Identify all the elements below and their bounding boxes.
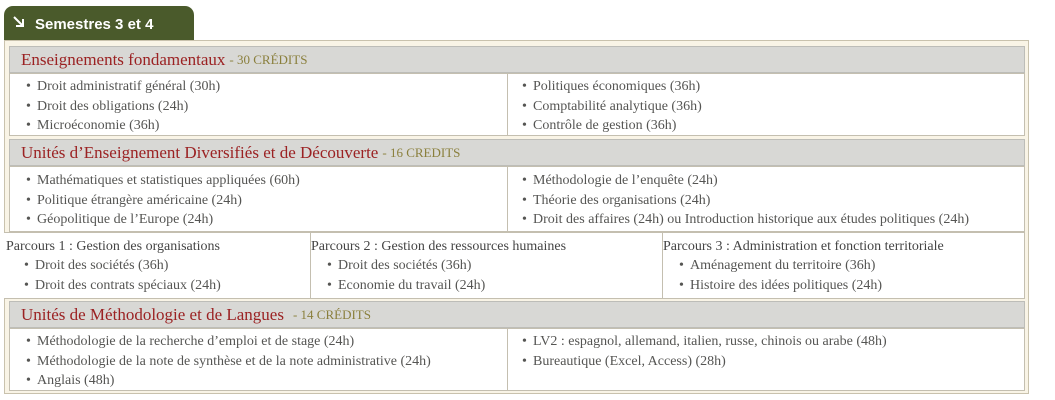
list-item: • Méthodologie de l’enquête (24h) bbox=[522, 173, 718, 188]
section-title: Unités d’Enseignement Diversifiés et de Découverte bbox=[21, 142, 379, 162]
list-item: • Histoire des idées politiques (24h) bbox=[679, 277, 883, 293]
list-item: • LV2 : espagnol, allemand, italien, russe, chinois ou arabe (48h) bbox=[522, 334, 887, 349]
section-credits: - 16 CREDITS bbox=[382, 144, 461, 160]
list-item: • Politique étrangère américaine (24h) bbox=[26, 192, 242, 208]
list-item: • Droit des contrats spéciaux (24h) bbox=[24, 277, 221, 293]
list-item: • Anglais (48h) bbox=[26, 373, 115, 388]
list-item: • Droit des sociétés (36h) bbox=[327, 258, 472, 273]
section-title: Enseignements fondamentaux bbox=[21, 49, 226, 69]
list-item: • Géopolitique de l’Europe (24h) bbox=[26, 212, 214, 227]
list-item: • Comptabilité analytique (36h) bbox=[522, 98, 702, 114]
list-item: • Bureautique (Excel, Access) (28h) bbox=[522, 353, 726, 369]
list-item: • Droit des sociétés (36h) bbox=[24, 258, 169, 273]
list-item: • Méthodologie de la note de synthèse et de la note administrative (24h) bbox=[26, 353, 431, 369]
semester-title: Semestres 3 et 4 bbox=[35, 15, 154, 33]
list-item: • Economie du travail (24h) bbox=[327, 277, 486, 293]
list-item: • Politiques économiques (36h) bbox=[522, 79, 701, 94]
course-list-left bbox=[9, 328, 508, 391]
list-item: • Mathématiques et statistiques appliquées (60h) bbox=[26, 173, 300, 188]
course-list-left bbox=[9, 73, 508, 136]
arrow-down-right-icon bbox=[12, 15, 26, 33]
list-item: • Microéconomie (36h) bbox=[26, 118, 160, 133]
list-item: • Droit des obligations (24h) bbox=[26, 98, 189, 114]
course-list-left bbox=[9, 166, 508, 232]
section-credits: - 30 CRÉDITS bbox=[229, 51, 308, 67]
parcours-1 bbox=[4, 232, 311, 299]
course-list-right bbox=[507, 73, 1025, 136]
list-item: • Contrôle de gestion (36h) bbox=[522, 118, 677, 133]
section-header-fondamentaux bbox=[9, 46, 1025, 73]
parcours-title: Parcours 2 : Gestion des ressources humaines bbox=[311, 239, 567, 254]
course-list-right bbox=[507, 328, 1025, 391]
parcours-title: Parcours 3 : Administration et fonction territoriale bbox=[663, 239, 944, 254]
section-header-diversifies bbox=[9, 139, 1025, 166]
parcours-title: Parcours 1 : Gestion des organisations bbox=[6, 239, 220, 254]
parcours-2 bbox=[310, 232, 663, 299]
list-item: • Droit administratif général (30h) bbox=[26, 79, 221, 94]
section-title: Unités de Méthodologie et de Langues bbox=[21, 304, 284, 324]
course-list-right bbox=[507, 166, 1025, 232]
list-item: • Méthodologie de la recherche d’emploi et de stage (24h) bbox=[26, 334, 355, 349]
list-item: • Théorie des organisations (24h) bbox=[522, 192, 711, 208]
curriculum-card bbox=[4, 40, 1029, 394]
list-item: • Droit des affaires (24h) ou Introduction historique aux études politiques (24h) bbox=[522, 212, 969, 227]
section-credits: - 14 CRÉDITS bbox=[292, 306, 371, 322]
section-header-methodologie bbox=[9, 301, 1025, 328]
semester-tab[interactable] bbox=[4, 6, 194, 42]
list-item: • Aménagement du territoire (36h) bbox=[679, 258, 876, 273]
parcours-3 bbox=[662, 232, 1025, 299]
